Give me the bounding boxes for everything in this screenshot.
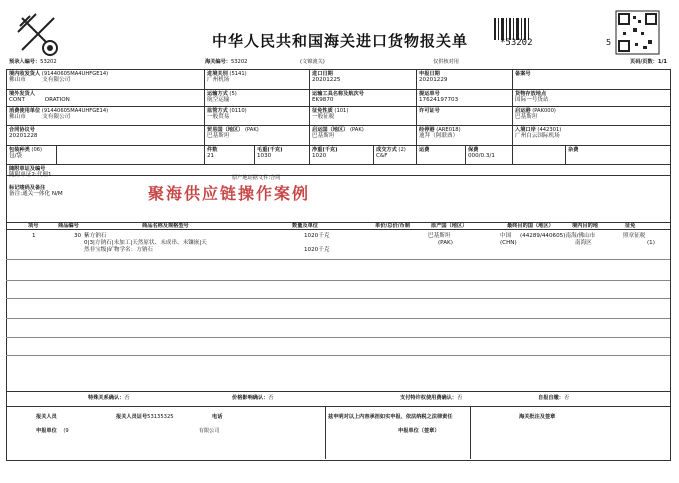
license-field: 许可证号 [419,108,440,114]
levy-nature-field: 征免性质 (101) 一般征税 [312,108,349,120]
item-spec-2: 然非宝级|矿物学名：方钠石 [84,247,154,253]
self-declare: 自报自缴：否 [538,395,570,401]
phone-label: 电话 [212,414,223,420]
item-spec-1: 0|3|方钠石|未加工|天然原状、未成串、未镶嵌|天 [84,240,207,246]
col-dest: 最终目的国（地区） [507,223,554,229]
import-date-field: 进口日期 20201225 [312,71,341,83]
item-name: 紫方钠石 [84,233,107,239]
price-influence: 价格影响确认：否 [232,395,274,401]
corner-number: 5 [606,38,612,47]
goods-place-field: 货物存放地点 国际一号货站 [515,91,549,103]
transport-field: 运输方式 (5) 航空运输 [207,91,237,103]
declarer-cert: 报关人员证号53135325 [116,414,174,420]
page-count: 页码/页数：1/1 [630,59,667,65]
entry-place-field: 入境口岸 (442301) 广州白云国际机场 [515,127,562,139]
item-district: (44289/440605)南海/佛山市 南海区 [520,233,596,246]
misc-fee-field: 杂费 [568,147,579,153]
net-weight-field: 净重(千克) 1020 [312,147,338,159]
special-relation: 特殊关系确认：否 [88,395,130,401]
watermark-text: 聚海供应链操作案例 [148,184,311,203]
customs-note-label: 海关批注及签章 [519,414,556,420]
col-price: 单价/总价/币制 [375,223,410,229]
col-no: 项号 [28,223,39,229]
origin-cert: 原产地证据文件:合同 [232,175,281,181]
royalty-confirm: 支付特许权使用费确认：否 [400,395,463,401]
item-no: 1 [32,233,36,239]
trade-country-field: 贸易国（地区） (PAK) 巴基斯坦 [207,127,259,139]
col-code: 商品编号 [58,223,79,229]
shipper-field: 境外发货人 CONT ORATION [9,91,70,103]
deal-mode-field: 成交方式 (2) C&F [376,147,406,159]
form-title: 中华人民共和国海关进口货物报关单 [211,32,468,50]
declarer-label: 报关人员 [36,414,57,420]
departure-port-field: 启运港 (PAK000) 巴基斯坦 [515,108,556,120]
pre-entry-no: 预录入编号：53202 [9,59,57,65]
col-name: 商品名称及规格型号 [142,223,189,229]
item-qty-2: 1020千克 [304,247,330,253]
freight-field: 运费 [419,147,430,153]
record-no-field: 备案号 [515,71,531,77]
declare-unit: 申报单位 (9 有限公司 [36,428,220,434]
declare-date-field: 申报日期 20201229 [419,71,448,83]
marks-field: 标记唛码及备注 备注:通关一体化 N/M [9,185,63,197]
col-levy: 征免 [625,223,636,229]
customs-dept: (文锦渡关) [300,59,325,65]
gross-weight-field: 毛重(千克) 1030 [257,147,283,159]
col-qty: 数量及单位 [292,223,318,229]
col-district: 境内目的地 [572,223,598,229]
verify-note: 仅供核对用 [433,59,459,65]
col-origin: 原产国（地区） [431,223,468,229]
supervision-field: 监管方式 (0110) 一般贸易 [207,108,247,120]
item-dest: 中国 (CHN) [500,233,517,246]
origin-country-field: 启运国（地区） (PAK) 巴基斯坦 [312,127,364,139]
customs-no: 海关编号：53202 [205,59,248,65]
bill-no-field: 提运单号 17624197703 [419,91,459,103]
statement-text: 兹申明对以上内容承担如实申报、依法纳税之法律责任 [328,414,453,420]
pieces-field: 件数 21 [207,147,218,159]
entry-port-field: 进境关别 (5141) 广州机场 [207,71,247,83]
declare-seal: 申报单位（签章） [398,428,440,434]
vessel-field: 运输工具名称及航次号 EK9870 [312,91,364,103]
consignee-field: 境内收发货人 (91440605MA4UHFGE14) 佛山市 支有限公司 [9,71,109,83]
item-code: 30 [74,233,82,239]
consumer-field: 消费使用单位 (91440605MA4UHFGE14) 佛山市 支有限公司 [9,108,109,120]
contract-field: 合同协议号 20201228 [9,127,38,139]
item-origin: 巴基斯坦 (PAK) [428,233,453,246]
item-qty-1: 1020千克 [304,233,330,239]
qr-code-icon [615,10,660,55]
serial-number: *53202 [500,38,533,48]
customs-emblem-icon [12,8,67,63]
docs-field: 随附单证及编号 随附单证2:代理1 [9,166,52,178]
insurance-field: 保费 000/0.3/1 [468,147,495,159]
item-levy: 照章征税 (1) [623,233,655,246]
pack-type-field: 包装种类 (06) 包/袋 [9,147,43,159]
transit-port-field: 经停港 (ARE018) 迪拜（阿联酋） [419,127,461,139]
